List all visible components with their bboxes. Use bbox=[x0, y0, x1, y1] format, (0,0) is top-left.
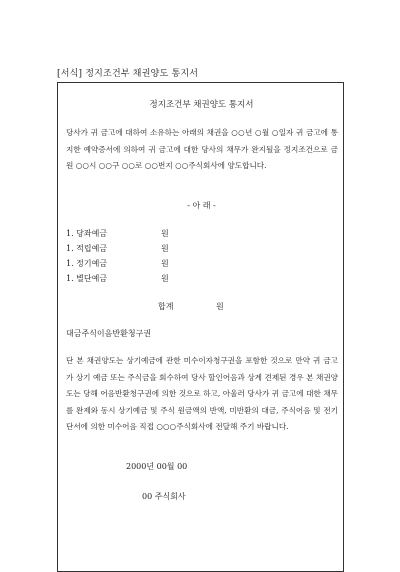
total-unit: 원 bbox=[216, 302, 224, 311]
item-label-1: 1. 당좌예금 bbox=[66, 229, 108, 238]
body-paragraph: 단 본 채권양도는 상기예금에 관한 미수이자청구권을 포함한 것으로 만약 귀 금고가 상기 예금 또는 주식금을 회수하여 당사 할인어음과 상계 견제된 경우 본 채권양도는 당해 어음반환청구권에 의한 것으로 하고, 아울러 당사가 귀 금고에 대한 채무를 완제와 동시 상기예금 및 주식 원금액의 반액, 미반환의 대금, 주식어음 및 전기 단서에 의한 미수어음 직접 ○○○주식회사에 전달해 주기 바랍니다. bbox=[66, 356, 338, 432]
company-name: 00 주식회사 bbox=[142, 492, 186, 501]
item-label-4: 1. 별단예금 bbox=[66, 274, 108, 283]
form-label: [서식] 정지조건부 채권양도 통지서 bbox=[57, 69, 199, 79]
document-date: 2000년 00월 00 bbox=[126, 462, 188, 471]
intro-paragraph: 당사가 귀 금고에 대하여 소유하는 아래의 채권을 ○○년 ○월 ○일자 귀 금고에 통지한 예약증서에 의하여 귀 금고에 대한 당사의 채무가 완지될을 정지조건으로 금원 ○○시 ○○구 ○○로 ○○번지 ○○주식회사에 양도합니다. bbox=[66, 128, 338, 171]
document-frame bbox=[57, 82, 344, 572]
item-unit-2: 원 bbox=[161, 244, 169, 253]
total-label: 합계 bbox=[158, 302, 174, 311]
recipient-line: 대금주식이음반환청구권 bbox=[66, 329, 152, 338]
item-label-2: 1. 적립예금 bbox=[66, 244, 108, 253]
item-label-3: 1. 정기예금 bbox=[66, 259, 108, 268]
item-unit-1: 원 bbox=[161, 229, 169, 238]
notice-heading: - 아 래 - bbox=[187, 201, 216, 210]
document-title: 정지조건부 채권양도 통지서 bbox=[149, 100, 254, 110]
item-unit-4: 원 bbox=[161, 274, 169, 283]
item-unit-3: 원 bbox=[161, 259, 169, 268]
